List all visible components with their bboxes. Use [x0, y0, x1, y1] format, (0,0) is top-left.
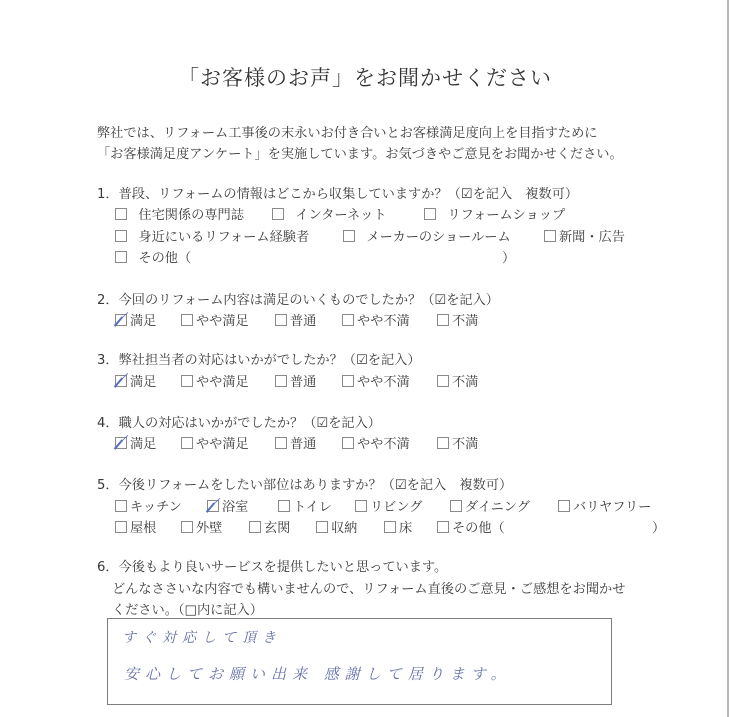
checkbox-icon[interactable]: [249, 521, 261, 533]
checkbox-icon[interactable]: [115, 208, 127, 220]
q4-option-somewhat-dissatisfied[interactable]: やや不満: [342, 433, 410, 452]
page-title: 「お客様のお声」をお聞かせください: [178, 66, 552, 90]
q5-option-toilet[interactable]: トイレ: [278, 496, 332, 515]
q5-option-entrance[interactable]: 玄関: [249, 517, 290, 536]
checkbox-icon[interactable]: [558, 500, 570, 512]
q1-option-showroom[interactable]: メーカーのショールーム: [343, 226, 511, 245]
checkbox-icon[interactable]: [342, 437, 354, 449]
q1-other-close: ）: [502, 251, 516, 266]
intro-line-1: 弊社では、リフォーム工事後の末永いお付き合いとお客様満足度向上を目指すために: [97, 126, 598, 141]
checkbox-icon[interactable]: [544, 230, 556, 242]
checkbox-checked-icon[interactable]: [115, 314, 127, 326]
q3-option-somewhat-dissatisfied[interactable]: やや不満: [342, 371, 410, 390]
q3-option-dissatisfied[interactable]: 不満: [437, 371, 478, 390]
checkbox-icon[interactable]: [115, 230, 127, 242]
q1-option-experienced[interactable]: 身近にいるリフォーム経験者: [115, 226, 309, 245]
q1-option-magazine[interactable]: 住宅関係の専門誌: [115, 204, 244, 223]
checkbox-checked-icon[interactable]: [207, 500, 219, 512]
question-4-label: 4．職人の対応はいかがでしたか？（☑を記入）: [97, 416, 381, 431]
q1-option-internet[interactable]: インターネット: [272, 204, 387, 223]
checkbox-icon[interactable]: [316, 521, 328, 533]
q2-option-satisfied[interactable]: 満足: [115, 310, 156, 329]
checkbox-icon[interactable]: [115, 251, 127, 263]
checkbox-icon[interactable]: [384, 521, 396, 533]
question-6-label: 6．今後もより良いサービスを提供したいと思っています。: [97, 560, 448, 575]
q3-option-somewhat-satisfied[interactable]: やや満足: [181, 371, 249, 390]
checkbox-icon[interactable]: [437, 314, 449, 326]
q3-option-neutral[interactable]: 普通: [275, 371, 316, 390]
checkbox-icon[interactable]: [343, 230, 355, 242]
question-6-sub-1: どんなささいな内容でも構いませんので、リフォーム直後のご意見・ご感想をお聞かせ: [112, 582, 626, 597]
checkbox-icon[interactable]: [450, 500, 462, 512]
q5-option-kitchen[interactable]: キッチン: [115, 496, 182, 515]
question-5-label: 5．今後リフォームをしたい部位はありますか？（☑を記入 複数可）: [97, 478, 513, 493]
q4-option-somewhat-satisfied[interactable]: やや満足: [181, 433, 249, 452]
q5-option-floor[interactable]: 床: [384, 517, 412, 536]
q2-option-somewhat-dissatisfied[interactable]: やや不満: [342, 310, 410, 329]
q2-option-dissatisfied[interactable]: 不満: [437, 310, 478, 329]
q1-option-other[interactable]: その他（: [115, 247, 191, 266]
q5-other-close: ）: [652, 521, 666, 536]
q3-option-satisfied[interactable]: 満足: [115, 371, 156, 390]
q4-option-dissatisfied[interactable]: 不満: [437, 433, 478, 452]
checkbox-icon[interactable]: [342, 375, 354, 387]
checkbox-icon[interactable]: [437, 437, 449, 449]
handwritten-line-1: すぐ対応して頂き: [122, 630, 282, 646]
q2-option-neutral[interactable]: 普通: [275, 310, 316, 329]
checkbox-checked-icon[interactable]: [115, 375, 127, 387]
checkbox-icon[interactable]: [437, 521, 449, 533]
checkbox-icon[interactable]: [272, 208, 284, 220]
q5-option-barrier-free[interactable]: バリヤフリー: [558, 496, 651, 515]
checkbox-icon[interactable]: [437, 375, 449, 387]
q5-option-roof[interactable]: 屋根: [115, 517, 156, 536]
checkbox-icon[interactable]: [275, 375, 287, 387]
q1-option-shop[interactable]: リフォームショップ: [424, 204, 565, 223]
q4-option-satisfied[interactable]: 満足: [115, 433, 156, 452]
q5-option-bathroom[interactable]: 浴室: [207, 496, 248, 515]
checkbox-checked-icon[interactable]: [115, 437, 127, 449]
checkbox-icon[interactable]: [181, 521, 193, 533]
checkbox-icon[interactable]: [278, 500, 290, 512]
q5-option-living[interactable]: リビング: [355, 496, 423, 515]
comment-textarea[interactable]: [107, 618, 612, 705]
checkbox-icon[interactable]: [424, 208, 436, 220]
checkbox-icon[interactable]: [275, 314, 287, 326]
question-6-sub-2: ください。（□内に記入）: [112, 603, 263, 618]
q4-option-neutral[interactable]: 普通: [275, 433, 316, 452]
q5-option-exterior-wall[interactable]: 外壁: [181, 517, 222, 536]
q5-option-other[interactable]: その他（: [437, 517, 505, 536]
checkbox-icon[interactable]: [181, 437, 193, 449]
checkbox-icon[interactable]: [342, 314, 354, 326]
q1-option-newspaper[interactable]: 新聞・広告: [544, 226, 625, 245]
question-1-label: 1．普段、リフォームの情報はどこから収集していますか？（☑を記入 複数可）: [97, 187, 579, 202]
q5-option-dining[interactable]: ダイニング: [450, 496, 530, 515]
checkbox-icon[interactable]: [275, 437, 287, 449]
checkbox-icon[interactable]: [115, 521, 127, 533]
question-3-label: 3．弊社担当者の対応はいかがでしたか？（☑を記入）: [97, 353, 421, 368]
q5-option-storage[interactable]: 収納: [316, 517, 357, 536]
checkbox-icon[interactable]: [115, 500, 127, 512]
q2-option-somewhat-satisfied[interactable]: やや満足: [181, 310, 249, 329]
intro-line-2: 「お客様満足度アンケート」を実施しています。お気づきやご意見をお聞かせください。: [97, 147, 623, 162]
checkbox-icon[interactable]: [181, 314, 193, 326]
handwritten-line-2: 安心してお願い出来 感謝して居ります。: [124, 665, 512, 683]
page-edge: [727, 0, 729, 717]
checkbox-icon[interactable]: [355, 500, 367, 512]
question-2-label: 2．今回のリフォーム内容は満足のいくものでしたか？（☑を記入）: [97, 293, 499, 308]
checkbox-icon[interactable]: [181, 375, 193, 387]
